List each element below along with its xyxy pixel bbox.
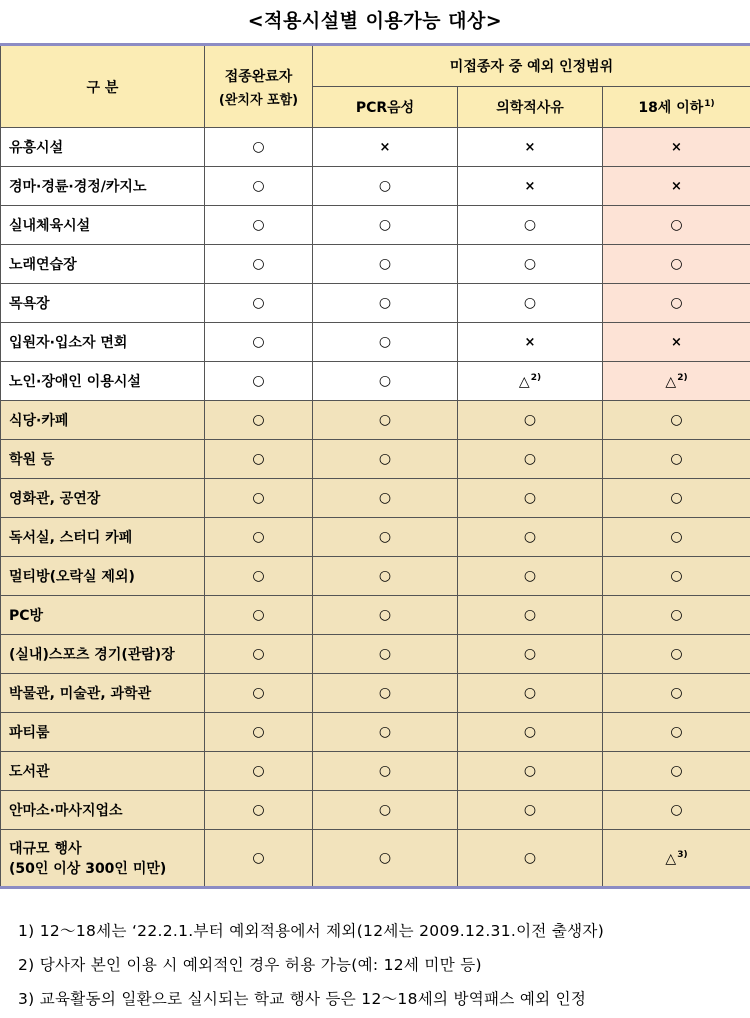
eligibility-mark: ×: [671, 179, 682, 194]
header-under18-label: 18세 이하: [638, 100, 703, 116]
table-row: [1, 128, 750, 167]
cell-medical: [458, 791, 603, 830]
cell-vaccinated: [205, 752, 313, 791]
cell-vaccinated: [205, 440, 313, 479]
cell-vaccinated: [205, 206, 313, 245]
cell-medical: [458, 752, 603, 791]
eligibility-mark: ○: [670, 802, 682, 818]
eligibility-mark: ○: [252, 529, 264, 545]
facility-label: [1, 362, 205, 401]
cell-medical: [458, 596, 603, 635]
cell-under18: [603, 557, 750, 596]
cell-medical: [458, 206, 603, 245]
cell-pcr: [313, 167, 458, 206]
eligibility-mark: ○: [252, 802, 264, 818]
table-row: [1, 791, 750, 830]
facility-name: 영화관, 공연장: [9, 488, 204, 508]
cell-medical: [458, 635, 603, 674]
table-row: [1, 440, 750, 479]
table-row: [1, 206, 750, 245]
eligibility-mark: ○: [670, 685, 682, 701]
cell-under18: [603, 791, 750, 830]
facility-name: 실내체육시설: [9, 215, 204, 235]
cell-medical: [458, 713, 603, 752]
cell-medical: [458, 479, 603, 518]
facility-name: 학원 등: [9, 449, 204, 469]
eligibility-mark: △: [665, 374, 676, 390]
cell-under18: [603, 167, 750, 206]
table-row: [1, 713, 750, 752]
facility-label: [1, 440, 205, 479]
facility-name: 경마·경륜·경정/카지노: [9, 176, 204, 196]
eligibility-mark: ○: [524, 412, 536, 428]
eligibility-mark: ○: [379, 802, 391, 818]
facility-eligibility-table: [0, 43, 750, 889]
cell-pcr: [313, 128, 458, 167]
mark-footnote: 2): [677, 373, 687, 383]
cell-pcr: [313, 752, 458, 791]
cell-vaccinated: [205, 557, 313, 596]
eligibility-mark: ○: [670, 295, 682, 311]
eligibility-mark: ○: [524, 850, 536, 866]
facility-label: [1, 830, 205, 888]
eligibility-mark: ○: [252, 850, 264, 866]
footnote-1: 1) 12～18세는 ‘22.2.1.부터 예외적용에서 제외(12세는 2009.12.31.이전 출생자): [18, 916, 748, 950]
eligibility-mark: ○: [252, 724, 264, 740]
cell-under18: [603, 323, 750, 362]
facility-label: [1, 596, 205, 635]
header-under18: [603, 87, 750, 128]
eligibility-mark: ○: [524, 685, 536, 701]
facility-name: 노래연습장: [9, 254, 204, 274]
cell-pcr: [313, 791, 458, 830]
eligibility-mark: ○: [379, 412, 391, 428]
eligibility-mark: ○: [670, 412, 682, 428]
cell-pcr: [313, 479, 458, 518]
eligibility-mark: △: [519, 374, 530, 390]
cell-vaccinated: [205, 830, 313, 888]
header-pcr: PCR음성: [313, 87, 458, 128]
cell-pcr: [313, 323, 458, 362]
facility-name: 독서실, 스터디 카페: [9, 527, 204, 547]
table-row: [1, 362, 750, 401]
eligibility-mark: ×: [525, 140, 536, 155]
facility-label: [1, 518, 205, 557]
eligibility-mark: ○: [252, 763, 264, 779]
cell-pcr: [313, 206, 458, 245]
eligibility-mark: ○: [670, 529, 682, 545]
facility-label: [1, 674, 205, 713]
eligibility-mark: ○: [670, 217, 682, 233]
eligibility-mark: ○: [524, 802, 536, 818]
cell-pcr: [313, 596, 458, 635]
header-vaccinated: [205, 45, 313, 128]
eligibility-mark: ○: [252, 334, 264, 350]
header-vaccinated-line1: 접종완료자: [205, 66, 312, 86]
cell-medical: [458, 518, 603, 557]
cell-pcr: [313, 401, 458, 440]
eligibility-mark: ○: [379, 529, 391, 545]
cell-under18: [603, 830, 750, 888]
header-medical: 의학적사유: [458, 87, 603, 128]
cell-under18: [603, 401, 750, 440]
footnote-3: 3) 교육활동의 일환으로 실시되는 학교 행사 등은 12～18세의 방역패스 예외 인정: [18, 984, 748, 1018]
cell-medical: [458, 830, 603, 888]
eligibility-mark: ○: [252, 490, 264, 506]
cell-pcr: [313, 362, 458, 401]
header-under18-footnote: 1): [704, 99, 714, 109]
eligibility-mark: ○: [379, 646, 391, 662]
eligibility-mark: ○: [379, 724, 391, 740]
table-title: <적용시설별 이용가능 대상>: [0, 6, 750, 33]
eligibility-mark: ○: [379, 373, 391, 389]
eligibility-mark: ○: [670, 451, 682, 467]
facility-name: 노인·장애인 이용시설: [9, 371, 204, 391]
facility-label: [1, 752, 205, 791]
eligibility-mark: ○: [524, 529, 536, 545]
table-row: [1, 284, 750, 323]
eligibility-mark: ○: [670, 607, 682, 623]
table-row: [1, 830, 750, 888]
eligibility-mark: ○: [379, 685, 391, 701]
eligibility-mark: ○: [524, 217, 536, 233]
facility-label: [1, 479, 205, 518]
facility-name: (실내)스포츠 경기(관람)장: [9, 644, 204, 664]
facility-subname: (50인 이상 300인 미만): [9, 858, 204, 878]
footnote-2: 2) 당사자 본인 이용 시 예외적인 경우 허용 가능(예: 12세 미만 등): [18, 950, 748, 984]
eligibility-mark: ○: [379, 334, 391, 350]
facility-label: [1, 128, 205, 167]
table-row: [1, 674, 750, 713]
cell-medical: [458, 128, 603, 167]
cell-vaccinated: [205, 362, 313, 401]
facility-label: [1, 323, 205, 362]
cell-medical: [458, 401, 603, 440]
cell-medical: [458, 323, 603, 362]
cell-under18: [603, 245, 750, 284]
cell-pcr: [313, 830, 458, 888]
eligibility-mark: ○: [252, 412, 264, 428]
eligibility-mark: ○: [252, 568, 264, 584]
facility-name: 도서관: [9, 761, 204, 781]
facility-label: [1, 167, 205, 206]
eligibility-mark: ○: [670, 724, 682, 740]
cell-vaccinated: [205, 713, 313, 752]
cell-medical: [458, 245, 603, 284]
eligibility-mark: ○: [252, 646, 264, 662]
eligibility-mark: ○: [252, 451, 264, 467]
cell-under18: [603, 752, 750, 791]
facility-name: 파티룸: [9, 722, 204, 742]
facility-label: [1, 245, 205, 284]
cell-vaccinated: [205, 401, 313, 440]
eligibility-mark: ○: [524, 607, 536, 623]
facility-name: 유흥시설: [9, 137, 204, 157]
eligibility-mark: ○: [379, 217, 391, 233]
eligibility-mark: ○: [670, 256, 682, 272]
cell-under18: [603, 362, 750, 401]
eligibility-mark: ○: [379, 256, 391, 272]
cell-pcr: [313, 284, 458, 323]
cell-medical: [458, 440, 603, 479]
eligibility-mark: ○: [379, 178, 391, 194]
eligibility-mark: ○: [670, 763, 682, 779]
cell-under18: [603, 284, 750, 323]
eligibility-mark: ×: [671, 140, 682, 155]
eligibility-mark: ○: [379, 451, 391, 467]
cell-vaccinated: [205, 674, 313, 713]
cell-medical: [458, 674, 603, 713]
facility-name: 박물관, 미술관, 과학관: [9, 683, 204, 703]
eligibility-mark: ×: [671, 335, 682, 350]
eligibility-mark: ○: [252, 256, 264, 272]
eligibility-mark: ○: [379, 568, 391, 584]
cell-medical: [458, 362, 603, 401]
eligibility-mark: ○: [252, 685, 264, 701]
eligibility-mark: ○: [524, 568, 536, 584]
table-row: [1, 323, 750, 362]
cell-pcr: [313, 518, 458, 557]
table-row: [1, 557, 750, 596]
table-row: [1, 596, 750, 635]
facility-label: [1, 401, 205, 440]
cell-pcr: [313, 557, 458, 596]
cell-vaccinated: [205, 518, 313, 557]
facility-label: [1, 284, 205, 323]
facility-label: [1, 557, 205, 596]
eligibility-mark: ○: [524, 646, 536, 662]
facility-label: [1, 206, 205, 245]
table-row: [1, 479, 750, 518]
cell-pcr: [313, 440, 458, 479]
cell-vaccinated: [205, 245, 313, 284]
table-row: [1, 518, 750, 557]
eligibility-mark: ○: [252, 607, 264, 623]
eligibility-mark: ×: [525, 179, 536, 194]
header-category: 구 분: [1, 45, 205, 128]
eligibility-mark: ○: [252, 373, 264, 389]
facility-name: PC방: [9, 605, 204, 625]
eligibility-mark: ○: [379, 607, 391, 623]
cell-vaccinated: [205, 635, 313, 674]
eligibility-mark: ○: [524, 295, 536, 311]
eligibility-mark: ○: [524, 724, 536, 740]
eligibility-mark: ○: [524, 490, 536, 506]
cell-under18: [603, 128, 750, 167]
eligibility-mark: ○: [670, 646, 682, 662]
facility-name: 안마소·마사지업소: [9, 800, 204, 820]
cell-under18: [603, 440, 750, 479]
facility-label: [1, 635, 205, 674]
cell-medical: [458, 284, 603, 323]
facility-name: 입원자·입소자 면회: [9, 332, 204, 352]
facility-label: [1, 791, 205, 830]
table-row: [1, 401, 750, 440]
mark-footnote: 2): [531, 373, 541, 383]
facility-name: 목욕장: [9, 293, 204, 313]
cell-pcr: [313, 635, 458, 674]
eligibility-mark: ×: [525, 335, 536, 350]
cell-pcr: [313, 674, 458, 713]
eligibility-mark: ○: [670, 568, 682, 584]
cell-under18: [603, 206, 750, 245]
cell-vaccinated: [205, 479, 313, 518]
eligibility-mark: ○: [524, 763, 536, 779]
facility-name: 식당·카페: [9, 410, 204, 430]
table-row: [1, 635, 750, 674]
header-exception-group: 미접종자 중 예외 인정범위: [313, 45, 750, 87]
header-vaccinated-line2: (완치자 포함): [205, 89, 312, 108]
cell-vaccinated: [205, 791, 313, 830]
table-row: [1, 245, 750, 284]
cell-medical: [458, 557, 603, 596]
facility-label: [1, 713, 205, 752]
cell-medical: [458, 167, 603, 206]
cell-vaccinated: [205, 596, 313, 635]
eligibility-mark: ○: [670, 490, 682, 506]
eligibility-mark: ○: [252, 217, 264, 233]
table-row: [1, 167, 750, 206]
eligibility-mark: ○: [252, 295, 264, 311]
cell-under18: [603, 713, 750, 752]
facility-name: 대규모 행사: [9, 838, 204, 858]
eligibility-mark: ○: [524, 451, 536, 467]
cell-under18: [603, 596, 750, 635]
cell-under18: [603, 635, 750, 674]
facility-name: 멀티방(오락실 제외): [9, 566, 204, 586]
cell-vaccinated: [205, 284, 313, 323]
cell-vaccinated: [205, 323, 313, 362]
eligibility-mark: ○: [379, 850, 391, 866]
mark-footnote: 3): [677, 850, 687, 860]
footnotes: [18, 916, 748, 1018]
cell-pcr: [313, 245, 458, 284]
eligibility-mark: ○: [524, 256, 536, 272]
eligibility-mark: △: [665, 851, 676, 867]
eligibility-mark: ○: [379, 763, 391, 779]
cell-pcr: [313, 713, 458, 752]
cell-under18: [603, 479, 750, 518]
table-row: [1, 752, 750, 791]
eligibility-mark: ×: [380, 140, 391, 155]
eligibility-mark: ○: [252, 139, 264, 155]
eligibility-mark: ○: [252, 178, 264, 194]
cell-vaccinated: [205, 167, 313, 206]
cell-vaccinated: [205, 128, 313, 167]
cell-under18: [603, 674, 750, 713]
cell-under18: [603, 518, 750, 557]
eligibility-mark: ○: [379, 490, 391, 506]
eligibility-mark: ○: [379, 295, 391, 311]
